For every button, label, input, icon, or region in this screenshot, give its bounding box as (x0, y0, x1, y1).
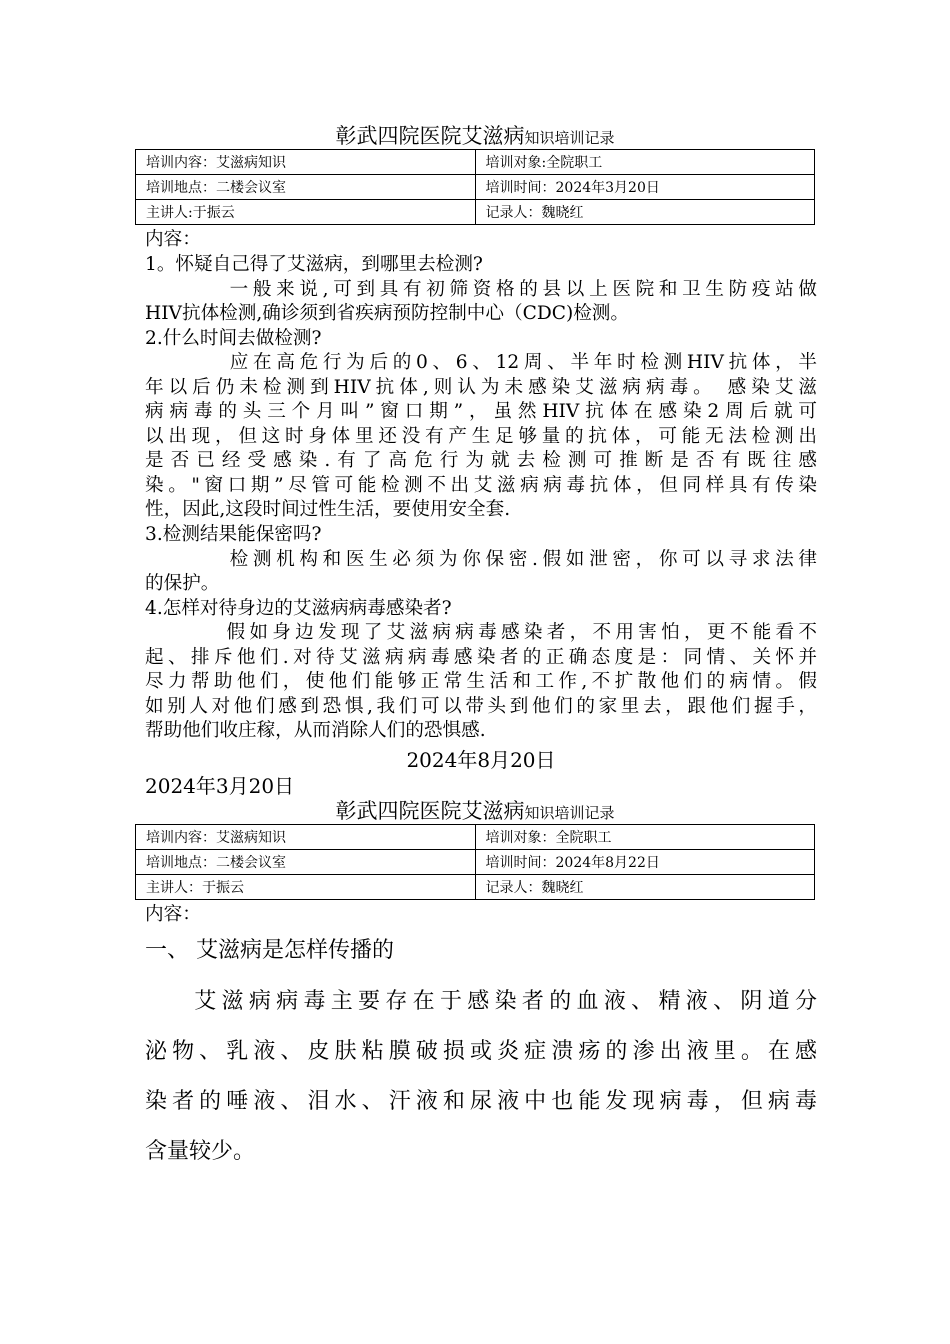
table-cell: 记录人：魏晓红 (475, 875, 815, 900)
body-line: 假如身边发现了艾滋病病毒感染者，不用害怕，更不能看不 (145, 622, 817, 643)
record2-heading: 一、 艾滋病是怎样传播的 (145, 938, 394, 963)
table-cell: 培训时间：2024年3月20日 (475, 175, 815, 200)
table-row (136, 150, 815, 175)
body-line: 病病毒的头三个月叫”窗口期”，虽然HIV抗体在感染2周后就可 (145, 401, 817, 422)
record2-title (0, 799, 950, 825)
table-cell: 培训对象：全院职工 (475, 825, 815, 850)
record2-content-label: 内容： (145, 904, 201, 925)
body-line: 染者的唾液、泪水、汗液和尿液中也能发现病毒，但病毒 (145, 1089, 817, 1114)
body-line: 应在高危行为后的0、6、12周、半年时检测HIV抗体，半 (145, 352, 817, 373)
body-line: 尽力帮助他们，使他们能够正常生活和工作,不扩散他们的病情。假 (145, 671, 817, 692)
body-line: 泌物、乳液、皮肤粘膜破损或炎症溃疡的渗出液里。在感 (145, 1039, 817, 1064)
table-row (136, 175, 815, 200)
body-line: 帮助他们收庄稼，从而消除人们的恐惧感. (145, 720, 486, 741)
table-cell: 记录人：魏晓红 (475, 200, 815, 225)
record1-title-main: 彰武四院医院艾滋病 (335, 124, 525, 148)
table-cell: 培训内容：艾滋病知识 (136, 825, 476, 850)
body-line: 艾滋病病毒主要存在于感染者的血液、精液、阴道分 (145, 989, 817, 1014)
record1-date-center: 2024年8月20日 (406, 748, 556, 772)
table-row (136, 875, 815, 900)
body-line: 以出现，但这时身体里还没有产生足够量的抗体，可能无法检测出 (145, 426, 817, 447)
table-row (136, 850, 815, 875)
body-line: 检测机构和医生必须为你保密.假如泄密，你可以寻求法律 (145, 549, 817, 570)
body-line: 起、排斥他们.对待艾滋病病毒感染者的正确态度是：同情、关怀并 (145, 647, 817, 668)
body-line: 是否已经受感染.有了高危行为就去检测可推断是否有既往感 (145, 450, 817, 471)
record1-content-label: 内容： (145, 229, 201, 250)
record1-date-left: 2024年3月20日 (145, 774, 295, 798)
record1-title-small: 知识培训记录 (524, 129, 615, 147)
table-cell: 主讲人：于振云 (136, 875, 476, 900)
record1-title (0, 124, 950, 150)
body-line: 4.怎样对待身边的艾滋病病毒感染者? (145, 598, 452, 619)
table-cell: 培训时间：2024年8月22日 (475, 850, 815, 875)
table-row (136, 200, 815, 225)
table-cell: 培训地点：二楼会议室 (136, 175, 476, 200)
record2-title-small: 知识培训记录 (524, 804, 615, 822)
record1-info-table (135, 149, 815, 225)
body-line: 染。"窗口期”尽管可能检测不出艾滋病病毒抗体，但同样具有传染 (145, 475, 817, 496)
table-cell: 培训地点：二楼会议室 (136, 850, 476, 875)
body-line: 的保护。 (145, 573, 220, 594)
body-line: 1。怀疑自己得了艾滋病，到哪里去检测? (145, 254, 483, 275)
body-line: 3.检测结果能保密吗? (145, 524, 322, 545)
body-line: 性，因此,这段时间过性生活，要使用安全套. (145, 499, 511, 520)
table-row (136, 825, 815, 850)
record2-info-table (135, 824, 815, 900)
body-line: 2.什么时间去做检测? (145, 328, 322, 349)
body-line: 一般来说,可到具有初筛资格的县以上医院和卫生防疫站做 (145, 279, 817, 300)
table-cell: 培训内容：艾滋病知识 (136, 150, 476, 175)
table-cell: 培训对象:全院职工 (475, 150, 815, 175)
table-cell: 主讲人:于振云 (136, 200, 476, 225)
record2-title-main: 彰武四院医院艾滋病 (335, 799, 525, 823)
body-line: 含量较少。 (145, 1139, 256, 1164)
body-line: 年以后仍未检测到HIV抗体,则认为未感染艾滋病病毒。 感染艾滋 (145, 377, 817, 398)
body-line: HIV抗体检测,确诊须到省疾病预防控制中心（CDC)检测。 (145, 303, 629, 324)
body-line: 如别人对他们感到恐惧,我们可以带头到他们的家里去，跟他们握手， (145, 696, 817, 717)
